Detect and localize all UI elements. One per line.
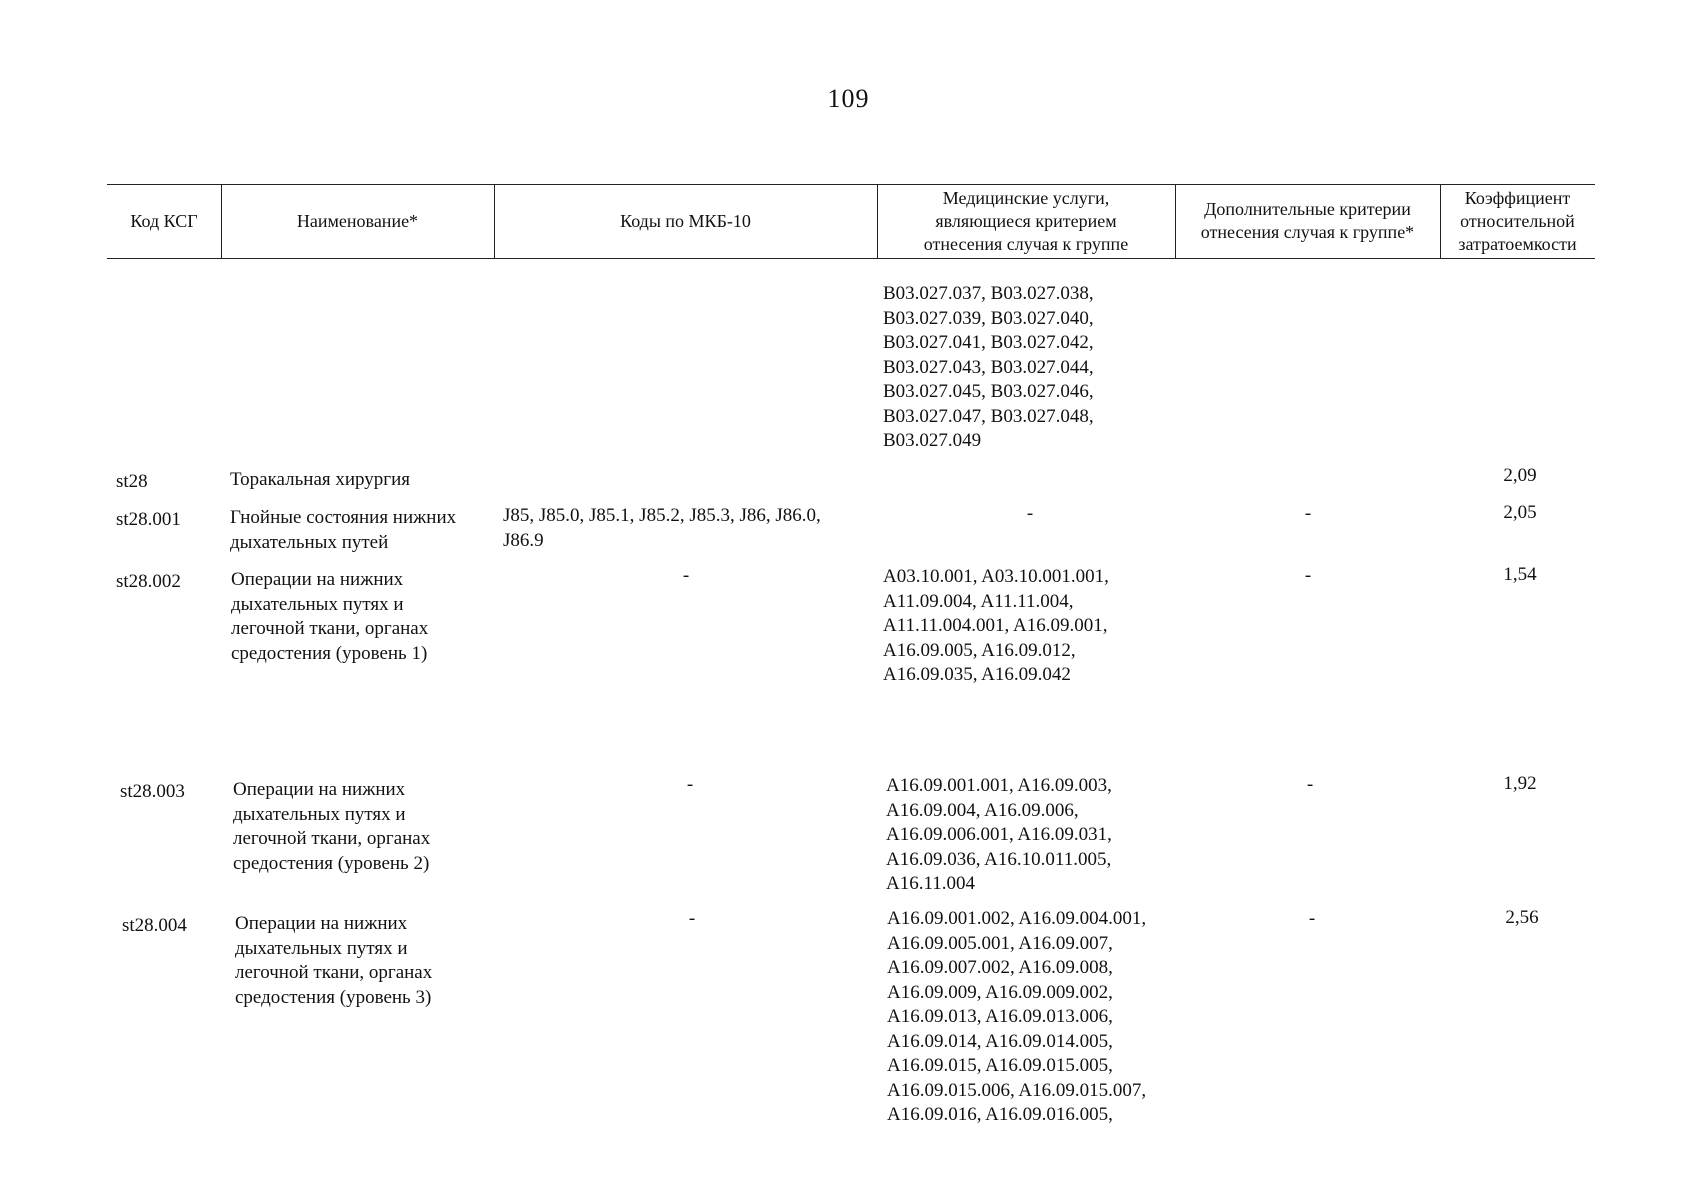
table-row-2-name: Гнойные состояния нижних дыхательных путей xyxy=(230,507,457,553)
table-row-4-icd: - xyxy=(686,774,694,795)
header-services-text: Медицинские услуги, являющиеся критерием отнесения случая к группе xyxy=(923,187,1129,254)
table-row-2-additional: - xyxy=(1304,503,1312,524)
table-row-1-code: st28 xyxy=(116,471,148,492)
header-additional-text: Дополнительные критерии отнесения случая к группе* xyxy=(1200,199,1415,242)
table-row-3-name: Операции на нижних дыхательных путях и легочной ткани, органах средостения (уровень 1) xyxy=(231,569,429,664)
header-icd xyxy=(494,184,877,258)
table-row-4-code: st28.003 xyxy=(120,781,185,802)
table-row-4-services: A16.09.001.001, A16.09.003, A16.09.004, A16.09.006, A16.09.006.001, A16.09.031, A16.09.036, A16.10.011.005, A16.11.004 xyxy=(886,775,1112,894)
table-row-5-services: A16.09.001.002, A16.09.004.001, A16.09.005.001, A16.09.007, A16.09.007.002, A16.09.008, A16.09.009, A16.09.009.002, A16.09.013, A16.09.013.006, A16.09.014, A16.09.014.005, A16.09.015, A16.09.015.005, A16.09.015.006, A16.09.015.007, A16.09.016, A16.09.016.005, xyxy=(887,908,1147,1125)
table-row-5-name: Операции на нижних дыхательных путях и легочной ткани, органах средостения (уровень 3) xyxy=(235,913,433,1008)
header-code xyxy=(107,184,221,258)
table-row-4-additional: - xyxy=(1306,774,1314,795)
table-row-2-icd: J85, J85.0, J85.1, J85.2, J85.3, J86, J86.0, J86.9 xyxy=(503,505,821,551)
page-number: 109 xyxy=(827,84,870,113)
table-row-3-code: st28.002 xyxy=(116,571,181,592)
table-row-5-coefficient: 2,56 xyxy=(1505,907,1539,928)
header-bottom-rule xyxy=(107,258,1595,259)
table-row-4-name: Операции на нижних дыхательных путях и легочной ткани, органах средостения (уровень 2) xyxy=(233,779,431,874)
table-row-3-services: A03.10.001, A03.10.001.001, A11.09.004, A11.11.004, A11.11.004.001, A16.09.001, A16.09.005, A16.09.012, A16.09.035, A16.09.042 xyxy=(883,566,1109,685)
table-row-2-coefficient: 2,05 xyxy=(1503,502,1537,523)
header-code-text: Код КСГ xyxy=(130,210,198,231)
table-row-3-icd: - xyxy=(682,565,690,586)
table-row-2-services: - xyxy=(1026,503,1034,524)
table-row-3-additional: - xyxy=(1304,565,1312,586)
table-row-1-name: Торакальная хирургия xyxy=(230,469,411,490)
table-row-3-coefficient: 1,54 xyxy=(1503,564,1537,585)
header-services xyxy=(877,184,1175,258)
header-name xyxy=(221,184,494,258)
table-row-0-services: B03.027.037, B03.027.038, B03.027.039, B03.027.040, B03.027.041, B03.027.042, B03.027.043, B03.027.044, B03.027.045, B03.027.046, B03.027.047, B03.027.048, B03.027.049 xyxy=(883,283,1094,451)
table-row-1-coefficient: 2,09 xyxy=(1503,465,1537,486)
table-row-2-code: st28.001 xyxy=(116,509,181,530)
header-coefficient-text: Коэффициент относительной затратоемкости xyxy=(1458,187,1577,254)
table-row-5-code: st28.004 xyxy=(122,915,187,936)
header-coefficient xyxy=(1440,184,1595,258)
table-row-5-icd: - xyxy=(688,908,696,929)
table-row-4-coefficient: 1,92 xyxy=(1503,773,1537,794)
table-row-5-additional: - xyxy=(1308,908,1316,929)
header-name-text: Наименование* xyxy=(296,210,419,231)
header-additional xyxy=(1175,184,1440,258)
header-icd-text: Коды по МКБ-10 xyxy=(620,210,751,231)
